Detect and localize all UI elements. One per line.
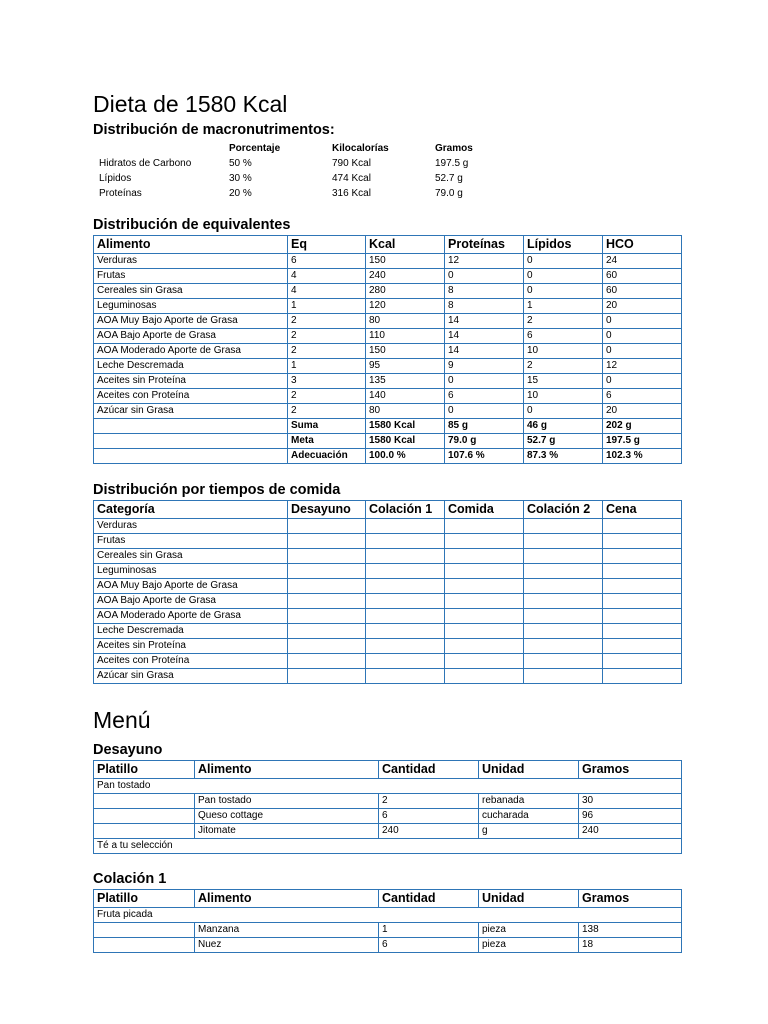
meal-times-cell <box>445 579 524 594</box>
food-cell: 1 <box>379 923 479 938</box>
meal-times-cell <box>445 654 524 669</box>
meal-times-row <box>94 519 682 534</box>
macros-cell: Hidratos de Carbono <box>99 158 192 169</box>
column-header: Lípidos <box>524 236 603 254</box>
meal-times-cell <box>524 624 603 639</box>
meal-times-cell <box>524 669 603 684</box>
meal-times-row <box>94 654 682 669</box>
equivalents-cell: 14 <box>445 344 524 359</box>
column-header: Alimento <box>94 236 288 254</box>
equivalents-row <box>94 284 682 299</box>
document-page <box>93 88 681 953</box>
meal-times-row <box>94 534 682 549</box>
equivalents-cell: Verduras <box>94 254 288 269</box>
equivalents-cell: 0 <box>603 344 682 359</box>
equivalents-row <box>94 329 682 344</box>
equivalents-row <box>94 299 682 314</box>
column-header: Colación 2 <box>524 501 603 519</box>
food-cell: 2 <box>379 794 479 809</box>
meal-times-cell: AOA Moderado Aporte de Grasa <box>94 609 288 624</box>
meal-times-cell <box>288 534 366 549</box>
equivalents-cell: 10 <box>524 389 603 404</box>
equivalents-cell: 0 <box>445 269 524 284</box>
meal-times-cell <box>603 654 682 669</box>
equivalents-cell: 80 <box>366 314 445 329</box>
macros-row <box>99 186 489 201</box>
meal-times-cell: AOA Muy Bajo Aporte de Grasa <box>94 579 288 594</box>
equivalents-row <box>94 254 682 269</box>
macros-header-cell: Gramos <box>435 143 473 154</box>
meal-times-cell <box>524 609 603 624</box>
meal-times-cell: Verduras <box>94 519 288 534</box>
meal-times-cell <box>603 519 682 534</box>
meal-times-cell <box>366 519 445 534</box>
food-cell <box>94 938 195 953</box>
column-header: Alimento <box>195 890 379 908</box>
equivalents-cell: 95 <box>366 359 445 374</box>
desayuno-table <box>93 760 682 854</box>
equivalents-row <box>94 359 682 374</box>
equivalents-cell: 6 <box>445 389 524 404</box>
equivalents-cell: 135 <box>366 374 445 389</box>
meal-times-cell <box>445 669 524 684</box>
equivalents-cell: AOA Moderado Aporte de Grasa <box>94 344 288 359</box>
equivalents-cell: Azúcar sin Grasa <box>94 404 288 419</box>
column-header: Eq <box>288 236 366 254</box>
equivalents-row <box>94 404 682 419</box>
equivalents-cell: 0 <box>603 329 682 344</box>
equivalents-cell: 140 <box>366 389 445 404</box>
meal-times-row <box>94 579 682 594</box>
menu-header-row <box>94 890 682 908</box>
equivalents-heading: Distribución de equivalentes <box>93 217 291 233</box>
equivalents-cell: 0 <box>524 269 603 284</box>
summary-row <box>94 449 682 464</box>
food-cell: cucharada <box>479 809 579 824</box>
column-header: Cantidad <box>379 761 479 779</box>
food-cell: 96 <box>579 809 682 824</box>
food-cell: Manzana <box>195 923 379 938</box>
equivalents-cell: 0 <box>524 284 603 299</box>
equivalents-cell: Aceites sin Proteína <box>94 374 288 389</box>
equivalents-cell: 1 <box>524 299 603 314</box>
summary-cell: 87.3 % <box>524 449 603 464</box>
summary-cell: 79.0 g <box>445 434 524 449</box>
equivalents-cell: 6 <box>524 329 603 344</box>
meal-times-cell: Cereales sin Grasa <box>94 549 288 564</box>
meal-times-cell <box>288 609 366 624</box>
food-cell: 18 <box>579 938 682 953</box>
meal-times-cell <box>524 639 603 654</box>
meal-times-cell <box>288 669 366 684</box>
column-header: Proteínas <box>445 236 524 254</box>
meal-times-cell <box>288 594 366 609</box>
meal-times-cell <box>366 654 445 669</box>
food-cell: Pan tostado <box>195 794 379 809</box>
menu-header-row <box>94 761 682 779</box>
macros-cell: 50 % <box>229 158 252 169</box>
macros-cell: 790 Kcal <box>332 158 371 169</box>
food-cell: 240 <box>579 824 682 839</box>
equivalents-cell: 14 <box>445 329 524 344</box>
meal-times-cell <box>445 594 524 609</box>
equivalents-cell: 60 <box>603 284 682 299</box>
macros-cell: 474 Kcal <box>332 173 371 184</box>
food-row <box>94 794 682 809</box>
column-header: HCO <box>603 236 682 254</box>
equivalents-cell: Cereales sin Grasa <box>94 284 288 299</box>
macros-table <box>99 141 489 201</box>
meal-times-cell <box>603 609 682 624</box>
macros-row <box>99 156 489 171</box>
equivalents-cell: 0 <box>524 404 603 419</box>
summary-cell: Adecuación <box>288 449 366 464</box>
summary-cell <box>94 419 288 434</box>
equivalents-cell: 240 <box>366 269 445 284</box>
macros-cell: 30 % <box>229 173 252 184</box>
macros-row <box>99 171 489 186</box>
meal-times-cell <box>445 519 524 534</box>
column-header: Gramos <box>579 890 682 908</box>
food-cell: 30 <box>579 794 682 809</box>
dish-name: Pan tostado <box>94 779 682 794</box>
food-cell: pieza <box>479 938 579 953</box>
column-header: Comida <box>445 501 524 519</box>
macros-heading: Distribución de macronutrimentos: <box>93 122 335 138</box>
meal-times-cell <box>445 534 524 549</box>
meal-times-cell <box>288 579 366 594</box>
food-cell <box>94 794 195 809</box>
macros-cell: 79.0 g <box>435 188 463 199</box>
summary-cell: 85 g <box>445 419 524 434</box>
equivalents-cell: 1 <box>288 299 366 314</box>
meal-times-cell <box>366 549 445 564</box>
macros-header-row <box>99 141 489 156</box>
column-header: Colación 1 <box>366 501 445 519</box>
summary-cell: 197.5 g <box>603 434 682 449</box>
summary-cell: 1580 Kcal <box>366 419 445 434</box>
equivalents-cell: 6 <box>603 389 682 404</box>
food-cell: pieza <box>479 923 579 938</box>
meal-times-cell <box>603 669 682 684</box>
food-row <box>94 938 682 953</box>
summary-cell: Meta <box>288 434 366 449</box>
equivalents-cell: 8 <box>445 284 524 299</box>
meal-times-row <box>94 639 682 654</box>
equivalents-cell: Leche Descremada <box>94 359 288 374</box>
summary-row <box>94 419 682 434</box>
meal-times-cell <box>288 564 366 579</box>
column-header: Desayuno <box>288 501 366 519</box>
equivalents-cell: 280 <box>366 284 445 299</box>
equivalents-cell: 2 <box>288 329 366 344</box>
colacion1-heading: Colación 1 <box>93 871 167 887</box>
equivalents-cell: 12 <box>603 359 682 374</box>
meal-times-cell: Leguminosas <box>94 564 288 579</box>
meal-times-cell <box>366 594 445 609</box>
equivalents-cell: Frutas <box>94 269 288 284</box>
summary-cell: 202 g <box>603 419 682 434</box>
meal-times-cell <box>445 639 524 654</box>
equivalents-cell: 2 <box>288 314 366 329</box>
equivalents-cell: 6 <box>288 254 366 269</box>
summary-cell <box>94 449 288 464</box>
meal-times-row <box>94 564 682 579</box>
column-header: Platillo <box>94 890 195 908</box>
macros-cell: 316 Kcal <box>332 188 371 199</box>
meal-times-cell <box>524 654 603 669</box>
meal-times-cell <box>288 519 366 534</box>
column-header: Unidad <box>479 761 579 779</box>
equivalents-cell: 1 <box>288 359 366 374</box>
macros-cell: 52.7 g <box>435 173 463 184</box>
food-row <box>94 824 682 839</box>
macros-cell: Proteínas <box>99 188 142 199</box>
summary-cell: 1580 Kcal <box>366 434 445 449</box>
column-header: Platillo <box>94 761 195 779</box>
equivalents-cell: 0 <box>445 404 524 419</box>
equivalents-cell: Aceites con Proteína <box>94 389 288 404</box>
equivalents-cell: 14 <box>445 314 524 329</box>
equivalents-cell: 24 <box>603 254 682 269</box>
equivalents-row <box>94 344 682 359</box>
meal-times-cell <box>366 609 445 624</box>
meal-times-cell <box>603 594 682 609</box>
food-row <box>94 923 682 938</box>
meal-times-cell <box>524 519 603 534</box>
meal-times-cell <box>524 564 603 579</box>
meal-times-row <box>94 594 682 609</box>
meal-times-row <box>94 609 682 624</box>
meal-times-cell <box>603 564 682 579</box>
equivalents-cell: 2 <box>288 404 366 419</box>
dish-row <box>94 839 682 854</box>
summary-cell: 52.7 g <box>524 434 603 449</box>
food-cell: Nuez <box>195 938 379 953</box>
equivalents-header-row <box>94 236 682 254</box>
equivalents-cell: 0 <box>445 374 524 389</box>
meal-times-cell <box>366 639 445 654</box>
meal-times-cell <box>445 564 524 579</box>
meal-times-cell <box>288 624 366 639</box>
meal-times-cell <box>603 639 682 654</box>
meal-times-cell <box>524 594 603 609</box>
equivalents-cell: 150 <box>366 344 445 359</box>
meal-times-heading: Distribución por tiempos de comida <box>93 482 341 498</box>
equivalents-cell: 120 <box>366 299 445 314</box>
equivalents-table <box>93 235 682 464</box>
dish-name: Té a tu selección <box>94 839 682 854</box>
macros-cell: 197.5 g <box>435 158 469 169</box>
equivalents-cell: 4 <box>288 284 366 299</box>
equivalents-cell: 2 <box>524 314 603 329</box>
food-cell: 6 <box>379 809 479 824</box>
meal-times-cell <box>445 624 524 639</box>
food-row <box>94 809 682 824</box>
equivalents-cell: AOA Muy Bajo Aporte de Grasa <box>94 314 288 329</box>
meal-times-cell <box>603 579 682 594</box>
column-header: Categoría <box>94 501 288 519</box>
equivalents-cell: 15 <box>524 374 603 389</box>
meal-times-cell <box>366 564 445 579</box>
food-cell: Jitomate <box>195 824 379 839</box>
equivalents-row <box>94 269 682 284</box>
equivalents-cell: 0 <box>524 254 603 269</box>
equivalents-cell: 8 <box>445 299 524 314</box>
meal-times-cell <box>603 534 682 549</box>
dish-name: Fruta picada <box>94 908 682 923</box>
equivalents-row <box>94 314 682 329</box>
menu-title: Menú <box>93 707 151 733</box>
meal-times-cell: AOA Bajo Aporte de Grasa <box>94 594 288 609</box>
equivalents-cell: 2 <box>288 389 366 404</box>
meal-times-cell <box>603 549 682 564</box>
equivalents-cell: 3 <box>288 374 366 389</box>
meal-times-row <box>94 669 682 684</box>
food-cell: 138 <box>579 923 682 938</box>
equivalents-cell: 12 <box>445 254 524 269</box>
meal-times-cell <box>524 549 603 564</box>
meal-times-cell: Leche Descremada <box>94 624 288 639</box>
meal-times-cell <box>445 609 524 624</box>
meal-times-cell <box>288 549 366 564</box>
meal-times-cell: Azúcar sin Grasa <box>94 669 288 684</box>
food-cell: rebanada <box>479 794 579 809</box>
equivalents-cell: 2 <box>288 344 366 359</box>
meal-times-cell: Aceites con Proteína <box>94 654 288 669</box>
column-header: Gramos <box>579 761 682 779</box>
equivalents-cell: 150 <box>366 254 445 269</box>
column-header: Cena <box>603 501 682 519</box>
equivalents-cell: 20 <box>603 404 682 419</box>
column-header: Kcal <box>366 236 445 254</box>
macros-cell: Lípidos <box>99 173 132 184</box>
summary-cell: Suma <box>288 419 366 434</box>
macros-header-cell: Kilocalorías <box>332 143 389 154</box>
food-cell: 240 <box>379 824 479 839</box>
meal-times-cell <box>366 669 445 684</box>
macros-cell: 20 % <box>229 188 252 199</box>
food-cell: Queso cottage <box>195 809 379 824</box>
equivalents-cell: 2 <box>524 359 603 374</box>
dish-row <box>94 779 682 794</box>
equivalents-cell: 80 <box>366 404 445 419</box>
equivalents-cell: 10 <box>524 344 603 359</box>
equivalents-cell: 9 <box>445 359 524 374</box>
meal-times-cell <box>366 534 445 549</box>
equivalents-cell: 0 <box>603 314 682 329</box>
column-header: Alimento <box>195 761 379 779</box>
meal-times-cell <box>603 624 682 639</box>
equivalents-row <box>94 389 682 404</box>
summary-cell: 46 g <box>524 419 603 434</box>
column-header: Unidad <box>479 890 579 908</box>
summary-cell <box>94 434 288 449</box>
food-cell: g <box>479 824 579 839</box>
meal-times-cell <box>524 579 603 594</box>
equivalents-cell: Leguminosas <box>94 299 288 314</box>
summary-cell: 102.3 % <box>603 449 682 464</box>
summary-row <box>94 434 682 449</box>
food-cell <box>94 824 195 839</box>
food-cell <box>94 809 195 824</box>
equivalents-cell: 60 <box>603 269 682 284</box>
meal-times-cell <box>366 579 445 594</box>
meal-times-cell: Frutas <box>94 534 288 549</box>
food-cell <box>94 923 195 938</box>
meal-times-row <box>94 624 682 639</box>
desayuno-heading: Desayuno <box>93 742 163 758</box>
column-header: Cantidad <box>379 890 479 908</box>
meal-times-row <box>94 549 682 564</box>
meal-times-cell <box>288 639 366 654</box>
equivalents-row <box>94 374 682 389</box>
equivalents-cell: 0 <box>603 374 682 389</box>
macros-header-cell: Porcentaje <box>229 143 281 154</box>
meal-times-table <box>93 500 682 684</box>
equivalents-cell: AOA Bajo Aporte de Grasa <box>94 329 288 344</box>
dish-row <box>94 908 682 923</box>
meal-times-header-row <box>94 501 682 519</box>
equivalents-cell: 4 <box>288 269 366 284</box>
summary-cell: 100.0 % <box>366 449 445 464</box>
equivalents-cell: 110 <box>366 329 445 344</box>
meal-times-cell <box>288 654 366 669</box>
meal-times-cell <box>366 624 445 639</box>
meal-times-cell: Aceites sin Proteína <box>94 639 288 654</box>
equivalents-cell: 20 <box>603 299 682 314</box>
colacion1-table <box>93 889 682 953</box>
summary-cell: 107.6 % <box>445 449 524 464</box>
meal-times-cell <box>445 549 524 564</box>
food-cell: 6 <box>379 938 479 953</box>
meal-times-cell <box>524 534 603 549</box>
page-title: Dieta de 1580 Kcal <box>93 91 288 117</box>
